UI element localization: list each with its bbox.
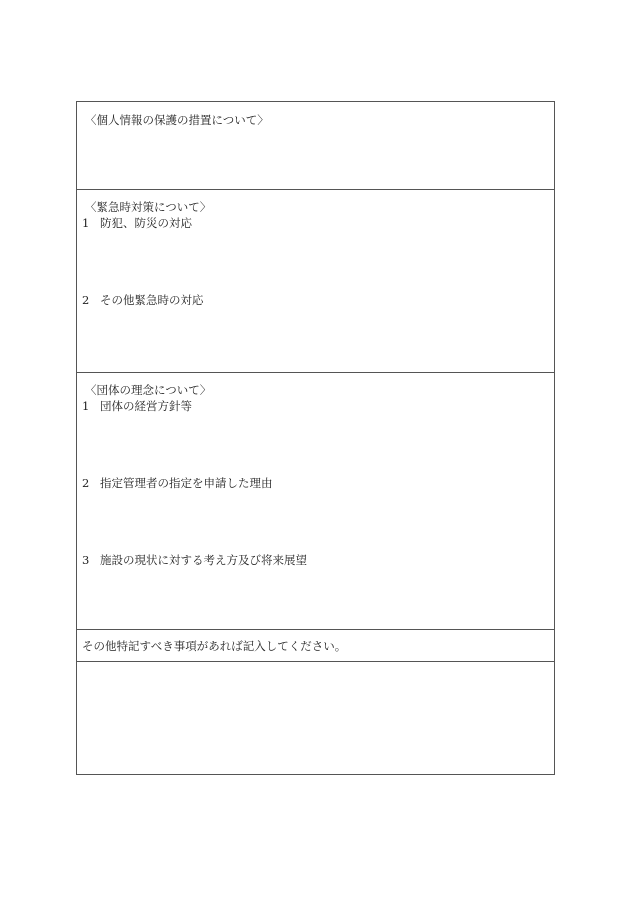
item-number: 1 bbox=[82, 216, 90, 230]
organization-philosophy-section[interactable] bbox=[77, 372, 554, 629]
privacy-protection-section[interactable] bbox=[77, 102, 554, 189]
emergency-measures-heading: 〈緊急時対策について〉 bbox=[85, 200, 212, 214]
item-text: 施設の現状に対する考え方及び将来展望 bbox=[100, 553, 307, 567]
item-text: 団体の経営方針等 bbox=[100, 399, 192, 413]
item-text: 防犯、防災の対応 bbox=[100, 216, 192, 230]
facility-outlook-item bbox=[82, 553, 307, 567]
emergency-measures-section[interactable] bbox=[77, 189, 554, 372]
crime-disaster-prevention-item bbox=[82, 216, 192, 230]
item-number: 1 bbox=[82, 399, 90, 413]
organization-philosophy-heading: 〈団体の理念について〉 bbox=[85, 383, 212, 397]
special-notes-label-row bbox=[77, 629, 554, 661]
item-number: 2 bbox=[82, 293, 90, 307]
special-notes-heading: その他特記すべき事項があれば記入してください。 bbox=[82, 639, 347, 653]
application-form-table bbox=[76, 101, 555, 775]
item-text: その他緊急時の対応 bbox=[100, 293, 204, 307]
item-number: 2 bbox=[82, 476, 90, 490]
application-reason-item bbox=[82, 476, 273, 490]
other-emergency-item bbox=[82, 293, 204, 307]
management-policy-item bbox=[82, 399, 192, 413]
item-text: 指定管理者の指定を申請した理由 bbox=[100, 476, 273, 490]
special-notes-entry-area[interactable] bbox=[77, 661, 554, 774]
privacy-protection-heading: 〈個人情報の保護の措置について〉 bbox=[85, 113, 269, 127]
item-number: 3 bbox=[82, 553, 90, 567]
